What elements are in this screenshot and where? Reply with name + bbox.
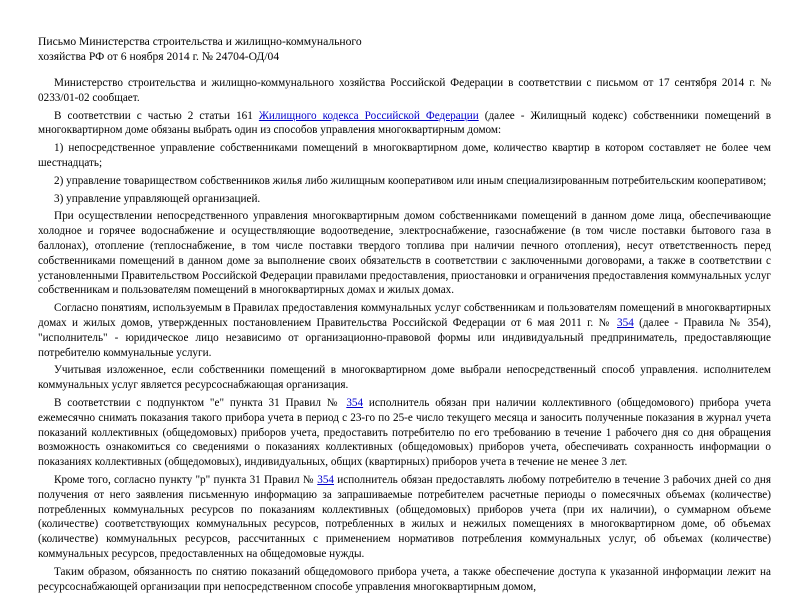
rules-354-link[interactable]: 354 [346, 396, 364, 409]
paragraph-housing-code [38, 109, 771, 139]
text: В соответствии с подпунктом "е" пункта 31 Правил № [54, 396, 347, 409]
text: Согласно понятиям, используемым в Правилах предоставления коммунальных услуг собственникам и пользователям помещений в многоквартирных домах и жилых домов, утвержденных постановлением Правительства Российской Федерации от 6 мая 2011 г. № [38, 302, 771, 329]
paragraph-conclusion-executor: Учитывая изложенное, если собственники помещений в многоквартирном доме выбрали непосредственный способ управления. исполнителем коммунальных услуг является ресурсоснабжающая организация. [38, 364, 771, 392]
paragraph-subclause-e [38, 396, 771, 470]
text: исполнитель обязан при наличии коллективного (общедомового) прибора учета ежемесячно снимать показания такого прибора учета в период с 23-го по 25-е число текущего месяца и заносить полученные показания в журнал учета показаний коллективных (общедомовых) приборов учета, предоставить потребителю по его требованию в течение 1 рабочего дня со дня обращения возможность ознакомиться со сведениями о показаниях коллективных (общедомовых) приборов учета, обеспечивать сохранность информации о показаниях коллективных (общедомовых), индивидуальных, общих (квартирных) приборов учета в течение не менее 3 лет. [38, 396, 771, 469]
rules-354-link[interactable]: 354 [617, 316, 634, 329]
text: (далее - Правила № 354), "исполнитель" - юридическое лицо независимо от организационно-правовой формы или индивидуальный предприниматель, предоставляющие потребителю коммунальные услуги. [38, 316, 772, 359]
list-item-3: 3) управление управляющей организацией. [54, 192, 261, 205]
housing-code-link[interactable]: Жилищного кодекса Российской Федерации [258, 109, 479, 122]
text: Кроме того, согласно пункту "р" пункта 31 Правил № [54, 473, 318, 486]
title-line-2: хозяйства РФ от 6 ноября 2014 г. № 24704-ОД/04 [38, 50, 280, 63]
paragraph-direct-management: При осуществлении непосредственного управления многоквартирным домом собственниками помещений в данном доме лица, обеспечивающие холодное и горячее водоснабжение и осуществляющие водоотведение, электроснабжение, газоснабжение (в том числе поставки бытового газа в баллонах), отопление (теплоснабжение, в том числе поставки твердого топлива при наличии печного отопления), несут ответственность перед собственниками помещений в данном доме за выполнение своих обязательств в соответствии с заключенными договорами, а также в соответствии с установленными Правительством Российской Федерации правилами предоставления, приостановки и ограничения предоставления коммунальных услуг собственникам и пользователям помещений в многоквартирных домах и жилых домах. [38, 210, 772, 297]
paragraph-intro: Министерство строительства и жилищно-коммунального хозяйства Российской Федерации в соответствии с письмом от 17 сентября 2014 г. № 0233/01-02 сообщает. [38, 77, 771, 104]
paragraph-subclause-r [38, 473, 771, 562]
title-line-1: Письмо Министерства строительства и жилищно-коммунального [38, 35, 362, 48]
text: исполнитель обязан предоставлять любому потребителю в течение 3 рабочих дней со дня получения от него заявления письменную информацию за запрашиваемые потребителем расчетные периоды о помесячных объемах (количестве) потребленных коммунальных ресурсов по показаниям коллективных (общедомовых) приборов учета (при их наличии), о суммарном объеме (количестве) соответствующих коммунальных ресурсов, потребленных в жилых и нежилых помещениях в многоквартирном доме, об объемах (количестве) коммунальных ресурсов, рассчитанных с применением нормативов потребления коммунальных услуг, об объемах (количестве) коммунальных ресурсов, предоставленных на общедомовые нужды. [38, 473, 771, 560]
text: (далее - Жилищный кодекс) собственники помещений в многоквартирном доме обязаны выбрать один из способов управления многоквартирным домом: [38, 109, 771, 137]
list-item-1: 1) непосредственное управление собственниками помещений в многоквартирном доме, количество квартир в котором составляет не более чем шестнадцать; [38, 142, 771, 169]
paragraph-rules-354 [38, 301, 771, 360]
text: В соответствии с частью 2 статьи 161 [54, 109, 259, 122]
document-body [38, 76, 771, 594]
list-item-2: 2) управление товариществом собственников жилья либо жилищным кооперативом или иным специализированным потребительским кооперативом; [54, 174, 767, 187]
document-title [38, 34, 771, 64]
paragraph-final: Таким образом, обязанность по снятию показаний общедомового прибора учета, а также обеспечение доступа к указанной информации лежит на ресурсоснабжающей организации при непосредственном способе управления многоквартирным домом, [38, 565, 771, 593]
rules-354-link[interactable]: 354 [317, 473, 335, 486]
